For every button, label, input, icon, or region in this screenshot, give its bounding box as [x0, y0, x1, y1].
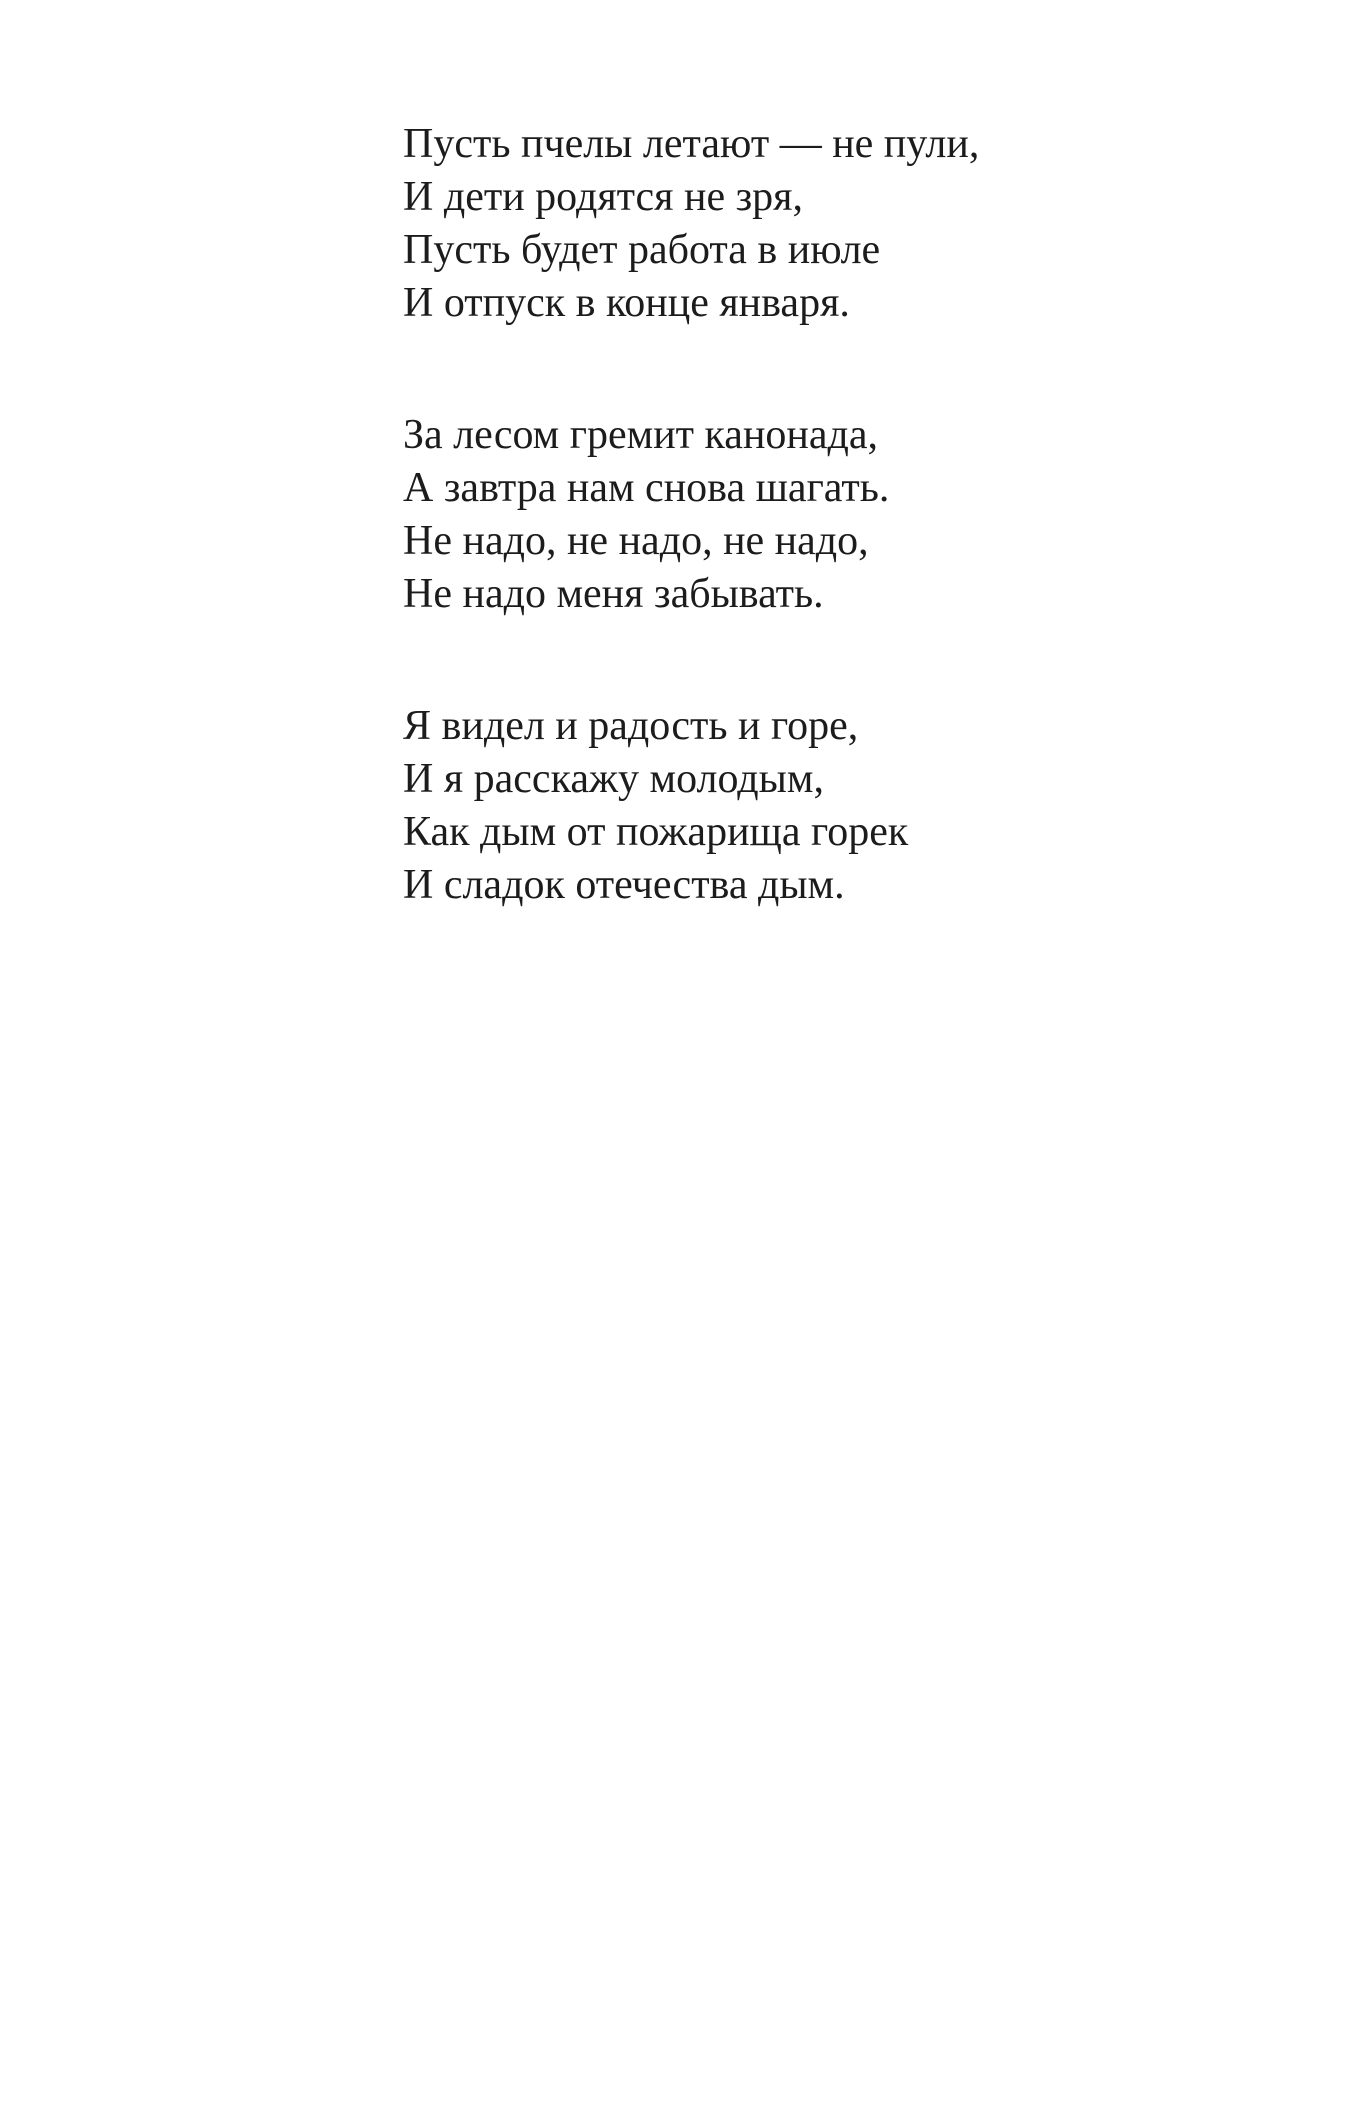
poem-line: Не надо меня забывать.	[403, 571, 824, 617]
poem-line: Я видел и радость и горе,	[403, 703, 859, 749]
poem-line: И я расскажу молодым,	[403, 756, 824, 802]
stanza-3	[403, 700, 1203, 912]
stanza-1	[403, 118, 1203, 330]
stanza-2	[403, 409, 1203, 621]
poem-line: За лесом гремит канонада,	[403, 412, 879, 458]
poem-line: Как дым от пожарища горек	[403, 809, 909, 855]
poem-line: И отпуск в конце января.	[403, 280, 850, 326]
poem-text	[403, 118, 1203, 991]
poem-line: Не надо, не надо, не надо,	[403, 518, 869, 564]
poem-line: Пусть будет работа в июле	[403, 227, 881, 273]
poem-line: И дети родятся не зря,	[403, 174, 804, 220]
poem-line: И сладок отечества дым.	[403, 862, 845, 908]
poem-line: А завтра нам снова шагать.	[403, 465, 890, 511]
poem-line: Пусть пчелы летают — не пули,	[403, 121, 980, 167]
